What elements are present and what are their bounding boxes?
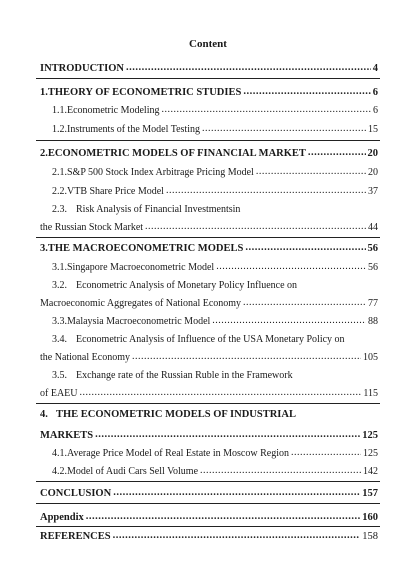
toc-entry-text: Malaysia Macroeconometric Model bbox=[67, 316, 211, 327]
toc-section-2-3 bbox=[52, 203, 240, 216]
toc-entry-text: Instruments of the Model Testing bbox=[67, 124, 200, 135]
toc-entry-number: 4.2. bbox=[52, 466, 67, 477]
toc-entry-text: VTB Share Price Model bbox=[67, 186, 164, 197]
toc-entry-text: Econometric Analysis of Monetary Policy Influence on bbox=[76, 280, 298, 291]
toc-entry-text: Appendix bbox=[40, 512, 84, 523]
toc-entry-page: 115 bbox=[363, 388, 378, 399]
toc-entry-page: 88 bbox=[368, 316, 378, 327]
divider bbox=[36, 403, 380, 404]
toc-chapter-2 bbox=[40, 147, 378, 160]
toc-entry-number: 3.3. bbox=[52, 316, 67, 327]
toc-entry-page: 157 bbox=[362, 488, 378, 499]
toc-entry-text: MARKETS bbox=[40, 430, 94, 441]
toc-entry-number: 4. bbox=[40, 409, 48, 420]
toc-chapter-4-continued bbox=[40, 429, 378, 442]
toc-entry-page: 77 bbox=[368, 298, 378, 309]
toc-entry-page: 105 bbox=[363, 352, 378, 363]
toc-entry-text: Econometric Analysis of Influence of the USA Monetary Policy on bbox=[76, 334, 345, 345]
toc-entry-text: ECONOMETRIC MODELS OF FINANCIAL MARKET bbox=[47, 148, 306, 159]
toc-entry-text: Average Price Model of Real Estate in Moscow Region bbox=[67, 448, 289, 459]
toc-entry-page: 125 bbox=[362, 430, 378, 441]
toc-entry-number: 1.1. bbox=[52, 105, 67, 116]
toc-entry-page: 15 bbox=[368, 124, 378, 135]
toc-section-2-1 bbox=[52, 166, 378, 179]
toc-chapter-1 bbox=[40, 86, 378, 99]
divider bbox=[36, 140, 380, 141]
toc-entry-text: THE ECONOMETRIC MODELS OF INDUSTRIAL bbox=[56, 409, 296, 420]
toc-entry-page: 6 bbox=[372, 87, 378, 98]
toc-entry-text: CONCLUSION bbox=[40, 488, 112, 499]
toc-section-2-3-continued bbox=[40, 221, 378, 234]
toc-entry-page: 44 bbox=[368, 222, 378, 233]
toc-entry-text: the Russian Stock Market bbox=[40, 222, 144, 233]
toc-entry-conclusion bbox=[40, 487, 378, 500]
toc-entry-introduction bbox=[40, 62, 378, 75]
toc-entry-text: the National Economy bbox=[40, 352, 130, 363]
toc-section-4-2 bbox=[52, 465, 378, 478]
toc-entry-number: 3.4. bbox=[52, 334, 67, 345]
toc-section-4-1 bbox=[52, 447, 378, 460]
toc-entry-number: 3.1. bbox=[52, 262, 67, 273]
toc-entry-text: Econometric Modeling bbox=[67, 105, 160, 116]
divider bbox=[36, 237, 380, 238]
toc-entry-page: 142 bbox=[363, 466, 378, 477]
divider bbox=[36, 481, 380, 482]
toc-entry-number: 1.2. bbox=[52, 124, 67, 135]
toc-entry-number: 2.3. bbox=[52, 204, 67, 215]
toc-entry-number: 3.2. bbox=[52, 280, 67, 291]
divider bbox=[36, 526, 380, 527]
toc-entry-text: REFERENCES bbox=[40, 531, 111, 542]
toc-entry-page: 125 bbox=[363, 448, 378, 459]
toc-chapter-3 bbox=[40, 242, 378, 255]
toc-entry-number: 3.5. bbox=[52, 370, 67, 381]
toc-chapter-4 bbox=[40, 408, 296, 421]
toc-entry-number: 1. bbox=[40, 87, 48, 98]
toc-section-1-1 bbox=[52, 104, 378, 117]
toc-entry-text: Exchange rate of the Russian Ruble in the Framework bbox=[76, 370, 293, 381]
toc-entry-page: 56 bbox=[368, 262, 378, 273]
toc-section-2-2 bbox=[52, 185, 378, 198]
toc-entry-page: 37 bbox=[368, 186, 378, 197]
toc-entry-page: 6 bbox=[373, 105, 378, 116]
toc-entry-text: Model of Audi Cars Sell Volume bbox=[67, 466, 199, 477]
toc-entry-appendix bbox=[40, 511, 378, 524]
toc-section-3-4-continued bbox=[40, 351, 378, 364]
toc-section-3-5-continued bbox=[40, 387, 378, 400]
toc-entry-number: 4.1. bbox=[52, 448, 67, 459]
toc-entry-text: Macroeconomic Aggregates of National Economy bbox=[40, 298, 242, 309]
toc-section-3-1 bbox=[52, 261, 378, 274]
toc-entry-page: 20 bbox=[368, 167, 378, 178]
toc-entry-page: 4 bbox=[372, 63, 378, 74]
page-title: Content bbox=[189, 38, 227, 50]
toc-entry-text: THE MACROECONOMETRIC MODELS bbox=[47, 243, 244, 254]
toc-entry-page: 158 bbox=[362, 531, 378, 542]
toc-entry-references bbox=[40, 530, 378, 543]
toc-section-3-3 bbox=[52, 315, 378, 328]
toc-entry-page: 20 bbox=[367, 148, 378, 159]
toc-entry-number: 3. bbox=[40, 243, 48, 254]
toc-section-3-5 bbox=[52, 369, 293, 382]
toc-entry-page: 160 bbox=[362, 512, 378, 523]
toc-section-1-2 bbox=[52, 123, 378, 136]
toc-entry-number: 2.1. bbox=[52, 167, 67, 178]
toc-entry-text: INTRODUCTION bbox=[40, 63, 125, 74]
divider bbox=[36, 78, 380, 79]
toc-entry-number: 2.2. bbox=[52, 186, 67, 197]
toc-section-3-2-continued bbox=[40, 297, 378, 310]
toc-entry-text: of EAEU bbox=[40, 388, 78, 399]
toc-entry-page: 56 bbox=[367, 243, 378, 254]
toc-entry-text: THEORY OF ECONOMETRIC STUDIES bbox=[47, 87, 242, 98]
toc-entry-text: Risk Analysis of Financial Investmentsin bbox=[76, 204, 241, 215]
toc-section-3-2 bbox=[52, 279, 297, 292]
toc-entry-number: 2. bbox=[40, 148, 48, 159]
toc-entry-text: S&P 500 Stock Index Arbitrage Pricing Model bbox=[67, 167, 254, 178]
divider bbox=[36, 503, 380, 504]
toc-entry-text: Singapore Macroeconometric Model bbox=[67, 262, 215, 273]
toc-section-3-4 bbox=[52, 333, 345, 346]
